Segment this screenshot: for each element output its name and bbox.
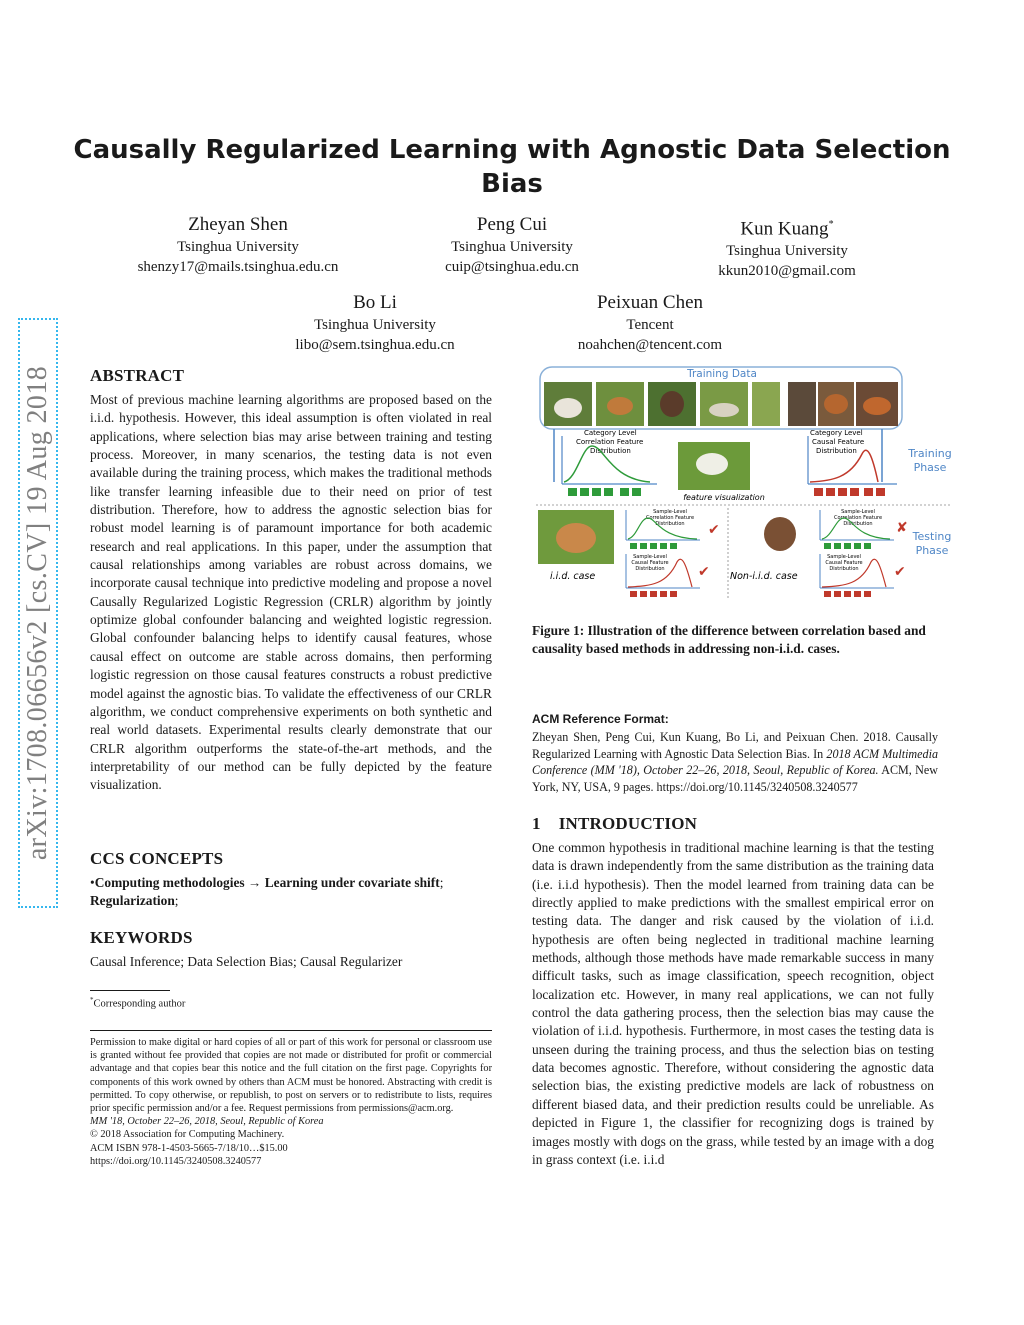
- author-block: [108, 213, 368, 277]
- footnote: [90, 996, 185, 1010]
- author-email[interactable]: libo@sem.tsinghua.edu.cn: [295, 337, 455, 353]
- intro-number: 1: [532, 814, 541, 833]
- feature-dot: [660, 591, 667, 597]
- figure-1-illustration: [532, 364, 956, 602]
- feature-dot: [834, 543, 841, 549]
- title-line-1: Causally Regularized Learning with Agnostic Data Selection: [73, 135, 951, 165]
- sample-corr-1-noniid: Sample-Level: [841, 509, 875, 515]
- training-photo: [752, 382, 780, 426]
- feature-dot: [670, 591, 677, 597]
- acm-ref-text: [532, 729, 938, 795]
- ccs-item-3: Regularization: [90, 893, 175, 909]
- author-email[interactable]: kkun2010@gmail.com: [718, 263, 856, 280]
- noniid-causal-dots: [824, 591, 871, 597]
- permission-venue: MM '18, October 22–26, 2018, Seoul, Republic of Korea: [90, 1116, 324, 1128]
- permission-copyright: © 2018 Association for Computing Machinery.: [90, 1129, 285, 1141]
- causal-feature-dots: [814, 488, 885, 496]
- feature-dot: [814, 488, 823, 496]
- feature-dot: [630, 543, 637, 549]
- testing-phase-1: Testing: [912, 530, 952, 543]
- keywords-heading: KEYWORDS: [90, 928, 193, 947]
- iid-case-label: i.i.d. case: [550, 571, 596, 582]
- feature-dot: [592, 488, 601, 496]
- corr-label-2: Correlation Feature: [576, 438, 644, 446]
- sample-causal-3-iid: Distribution: [635, 566, 665, 572]
- acm-ref-italic: 2018 ACM Multimedia Conference (MM '18), October 22–26, 2018, Seoul, Republic of Korea.: [532, 746, 938, 778]
- noniid-corr-dots: [824, 543, 871, 549]
- permission-isbn: ACM ISBN 978-1-4503-5665-7/18/10…$15.00: [90, 1142, 288, 1154]
- noniid-corr-cross: ✘: [896, 520, 908, 536]
- author-email[interactable]: cuip@tsinghua.edu.cn: [445, 259, 579, 275]
- abstract-heading: ABSTRACT: [90, 366, 185, 385]
- arxiv-id: arXiv:1708.06656v2 [cs.CV] 19 Aug 2018: [22, 365, 53, 861]
- author-email[interactable]: noahchen@tencent.com: [577, 337, 723, 353]
- feature-dot: [850, 488, 859, 496]
- noniid-case-label: Non-i.i.d. case: [730, 571, 798, 582]
- causal-label-2: Causal Feature: [812, 438, 865, 446]
- acm-ref-plain: Zheyan Shen, Peng Cui, Kun Kuang, Bo Li, and Peixuan Chen. 2018. Causally Regularized Learning with Agnostic Data Selection Bias. In: [532, 730, 938, 761]
- ccs-bullet: •: [90, 875, 95, 890]
- sample-corr-3-iid: Distribution: [655, 521, 685, 527]
- permission-block: [90, 1036, 492, 1168]
- feature-dot: [864, 488, 873, 496]
- noniid-causal-check: ✔: [894, 564, 906, 580]
- permission-text: Permission to make digital or hard copies of all or part of this work for personal or classroom use is granted without fee provided that copies are not made or distributed for profit or commercial advantage and that copies bear this notice and the full citation on the first page. Copyrights for components of this work owned by others than ACM must be honored. Abstracting with credit is permitted. To copy otherwise, or republish, to post on servers or to redistribute to lists, requires prior specific permission and/or a fee. Request permissions from permissions@acm.org.: [90, 1037, 492, 1115]
- author-block: [245, 291, 505, 355]
- corresponding-marker: *: [828, 219, 834, 230]
- ccs-end: ;: [174, 893, 179, 909]
- corr-label-3: Distribution: [590, 447, 631, 455]
- author-name: Peng Cui: [476, 214, 548, 235]
- iid-dog: [556, 523, 596, 553]
- author-name-line: [657, 213, 917, 241]
- sample-causal-1-noniid: Sample-Level: [827, 554, 861, 560]
- feature-dot: [640, 591, 647, 597]
- training-phase-2: Phase: [913, 461, 947, 474]
- author-affiliation: Tsinghua University: [451, 239, 573, 255]
- feature-dot: [826, 488, 835, 496]
- arxiv-stamp: [0, 318, 70, 908]
- acm-ref-tail: ACM, New York, NY, USA, 9 pages. https://doi.org/10.1145/3240508.3240577: [532, 763, 938, 794]
- feature-dot: [854, 591, 861, 597]
- author-block: [520, 291, 780, 355]
- keywords-text: Causal Inference; Data Selection Bias; Causal Regularizer: [90, 954, 403, 969]
- author-affiliation: Tsinghua University: [177, 239, 299, 255]
- feature-dot: [604, 488, 613, 496]
- ccs-item-1: Computing methodologies: [94, 875, 245, 890]
- training-photo: [788, 382, 816, 426]
- ccs-arrow: →: [247, 875, 262, 890]
- sample-corr-2-noniid: Correlation Feature: [833, 515, 883, 521]
- feature-dot: [580, 488, 589, 496]
- feature-dot: [632, 488, 641, 496]
- training-photo-dog: [863, 397, 891, 415]
- training-photo-dog: [824, 394, 848, 414]
- author-affiliation: Tsinghua University: [314, 317, 436, 333]
- author-name: Peixuan Chen: [596, 292, 704, 313]
- feature-dot: [650, 591, 657, 597]
- author-block: [382, 213, 642, 277]
- sample-causal-1-iid: Sample-Level: [633, 554, 667, 560]
- permission-rule: [90, 1030, 492, 1031]
- feature-dot: [640, 543, 647, 549]
- feature-dot: [660, 543, 667, 549]
- corr-label-1: Category Level: [584, 429, 637, 437]
- sample-causal-3-noniid: Distribution: [829, 566, 859, 572]
- ccs-heading: CCS CONCEPTS: [90, 849, 224, 868]
- feature-dot: [824, 591, 831, 597]
- testing-phase-2: Phase: [915, 544, 949, 557]
- feature-dot: [844, 543, 851, 549]
- acm-ref-heading: ACM Reference Format:: [532, 712, 669, 726]
- noniid-dog: [764, 517, 796, 551]
- footnote-marker: *: [90, 996, 94, 1004]
- feature-dot: [824, 543, 831, 549]
- author-affiliation: Tsinghua University: [726, 243, 848, 260]
- feature-dot: [876, 488, 885, 496]
- training-photo-dog: [554, 398, 582, 418]
- title-line-2: Bias: [481, 169, 543, 199]
- feature-dot: [834, 591, 841, 597]
- feature-dot: [630, 591, 637, 597]
- author-email[interactable]: shenzy17@mails.tsinghua.edu.cn: [137, 259, 339, 275]
- abstract-text: Most of previous machine learning algorithms are proposed based on the i.i.d. hypothesis. However, this ideal assumption is often violated in real applications, where selection bias may arise between training and testing process. Moreover, in many scenarios, the testing data is not even available during the training process, which makes the traditional methods like transfer learning infeasible due to their need on prior of test distribution. Therefore, how to address the agnostic selection bias for robust model learning is of paramount importance for both academic research and real applications. In this paper, under the assumption that causal relationships among variables are robust across domains, we incorporate causal technique into predictive modeling and propose a novel Causally Regularized Logistic Regression (CRLR) algorithm by jointly optimize global confounder balancing and weighted logistic regression. Global confounder balancing helps to identify causal features, whose causal effect on outcome are stable across domains, then performing logistic regression on those causal features constructs a robust predictive model against the agnostic bias. To validate the effectiveness of our CRLR algorithm, we conduct comprehensive experiments on both synthetic and real world datasets. Experimental results clearly demonstrate that our CRLR algorithm outperforms the state-of-the-art methods, and the interpretability of our method can be fully depicted by the feature visualization.: [90, 392, 492, 793]
- causal-label-3: Distribution: [816, 447, 857, 455]
- ccs-item-2: Learning under covariate shift: [264, 875, 440, 890]
- feature-vis-dog: [696, 453, 728, 475]
- feature-dot: [650, 543, 657, 549]
- sample-corr-2-iid: Correlation Feature: [645, 515, 695, 521]
- corr-feature-dots: [568, 488, 641, 496]
- feature-dot: [670, 543, 677, 549]
- permission-doi[interactable]: https://doi.org/10.1145/3240508.3240577: [90, 1155, 262, 1167]
- author-affiliation: Tencent: [626, 317, 674, 333]
- feature-vis-label: feature visualization: [683, 493, 765, 502]
- figure-1: [532, 364, 956, 602]
- training-photo-dog: [660, 391, 684, 417]
- sample-corr-3-noniid: Distribution: [843, 521, 873, 527]
- footnote-text: Corresponding author: [93, 998, 186, 1010]
- feature-dot: [620, 488, 629, 496]
- training-photo-dog: [709, 403, 739, 417]
- ccs-separator: ;: [439, 875, 444, 890]
- feature-dot: [568, 488, 577, 496]
- causal-label-1: Category Level: [810, 429, 863, 437]
- feature-dot: [838, 488, 847, 496]
- feature-dot: [864, 543, 871, 549]
- ccs-concepts: [90, 874, 510, 911]
- iid-corr-check: ✔: [708, 522, 720, 538]
- sample-causal-2-iid: Causal Feature: [631, 560, 669, 566]
- sample-corr-1-iid: Sample-Level: [653, 509, 687, 515]
- author-block: [657, 213, 917, 281]
- author-name: Bo Li: [353, 292, 397, 313]
- sample-causal-2-noniid: Causal Feature: [825, 560, 863, 566]
- training-photo-dog: [607, 397, 633, 415]
- footnote-rule: [90, 990, 170, 991]
- feature-dot: [844, 591, 851, 597]
- intro-text: One common hypothesis in traditional machine learning is that the testing data is drawn independently from the same distribution as the training data (i.e. i.i.d hypothesis). Then the model learned from training data can be directly applied to make predictions with the smallest empirical error on testing data. The danger and risk caused by the violation of i.i.d. hypothesis are often being neglected in traditional machine learning methods, although those methods have made remarkable success in many difficult tasks, such as image classification, speech recognition, object localization etc. However, in many real applications, we can not fully control the data gathering process, then the selection bias may cause the violation of i.i.d. hypothesis. Furthermore, in most cases the testing data is unseen during the training process, and thus the selection bias on testing data becomes agnostic. Therefore, without considering the agnostic data selection bias, the existing predictive models are lack of robustness on different biased data, and their prediction results could be unreliable. As depicted in Figure 1, the classifier for recognizing dogs is trained by images mostly with dogs on the grass, while tested by an image with a dog in grass context (i.e. i.i.d: [532, 840, 934, 1167]
- iid-causal-check: ✔: [698, 564, 710, 580]
- iid-corr-dots: [630, 543, 677, 549]
- author-name: Zheyan Shen: [188, 214, 288, 235]
- figure-caption: Figure 1: Illustration of the difference between correlation based and causality based methods in addressing non-i.i.d. cases.: [532, 623, 926, 657]
- training-phase-1: Training: [908, 447, 952, 460]
- author-name: Kun Kuang: [740, 218, 829, 240]
- feature-dot: [864, 591, 871, 597]
- feature-dot: [854, 543, 861, 549]
- training-data-label: Training Data: [687, 368, 757, 380]
- intro-heading: [532, 814, 697, 834]
- paper-title: [0, 133, 1024, 201]
- iid-causal-dots: [630, 591, 677, 597]
- intro-title: INTRODUCTION: [558, 814, 698, 833]
